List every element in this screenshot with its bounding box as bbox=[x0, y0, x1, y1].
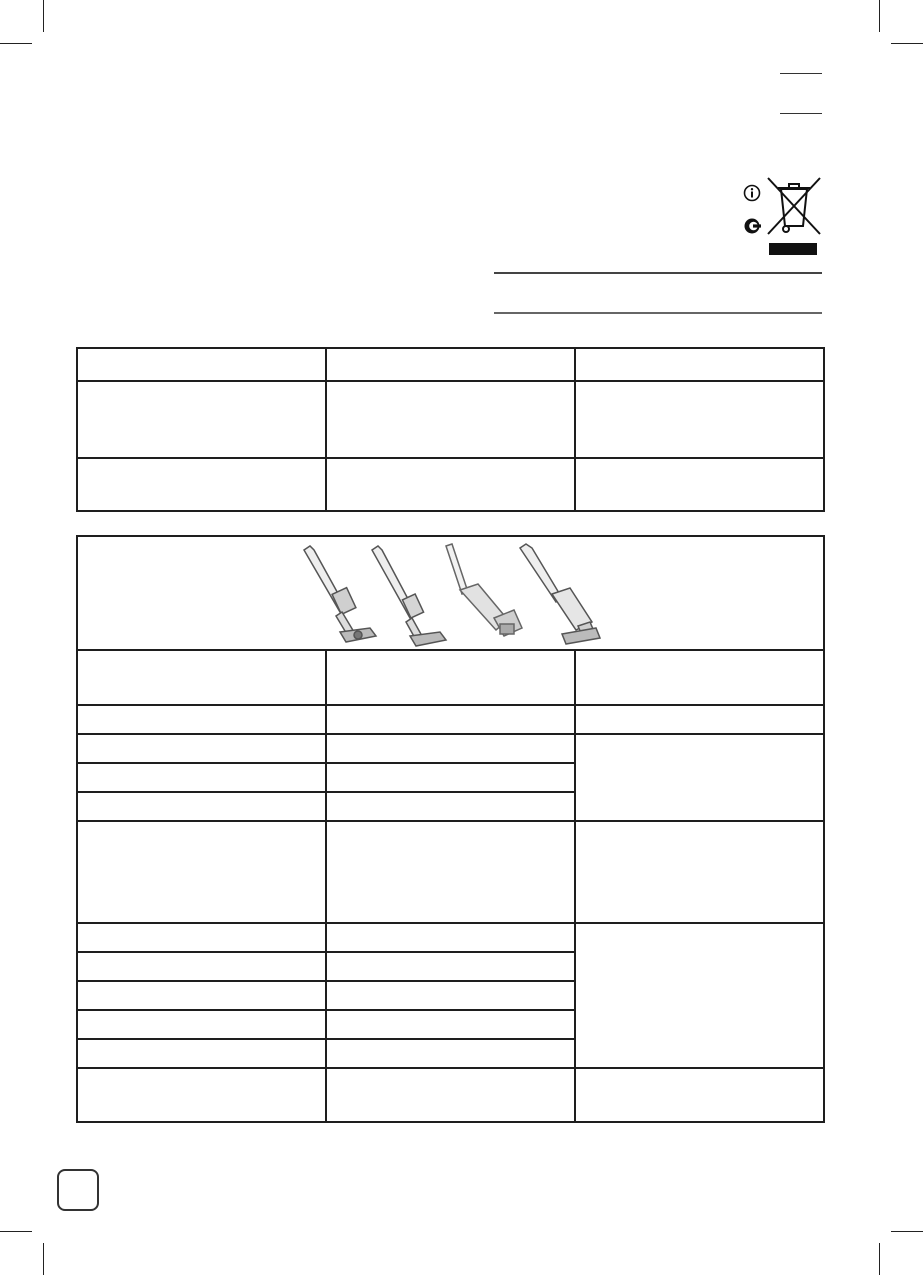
table-cell bbox=[326, 981, 575, 1010]
table-cell bbox=[326, 458, 575, 511]
table-cell bbox=[326, 792, 575, 821]
table-cell bbox=[77, 792, 326, 821]
handheld-vacuum-icon bbox=[446, 544, 522, 636]
spec-table-2 bbox=[76, 535, 825, 1123]
table-cell bbox=[77, 458, 326, 511]
table-cell bbox=[77, 821, 326, 923]
table-cell bbox=[77, 763, 326, 792]
table-cell bbox=[77, 1010, 326, 1039]
table-cell bbox=[77, 952, 326, 981]
table-cell bbox=[575, 381, 824, 458]
section-rule bbox=[494, 272, 822, 274]
table-cell bbox=[77, 981, 326, 1010]
crop-mark bbox=[43, 0, 44, 32]
info-icon bbox=[743, 184, 761, 202]
page-number-box bbox=[57, 1169, 99, 1211]
weee-crossed-bin-icon bbox=[765, 176, 823, 256]
spec-table-1 bbox=[76, 347, 825, 512]
table-cell bbox=[77, 923, 326, 952]
table-cell bbox=[575, 650, 824, 705]
stick-vacuum-1-icon bbox=[304, 546, 376, 642]
table-cell-merged bbox=[575, 923, 824, 1068]
table-cell bbox=[326, 952, 575, 981]
table-cell bbox=[326, 923, 575, 952]
table-cell bbox=[575, 348, 824, 381]
header-rule bbox=[780, 113, 822, 114]
table-cell bbox=[326, 650, 575, 705]
table-cell bbox=[326, 1068, 575, 1122]
table-cell bbox=[575, 821, 824, 923]
table-cell bbox=[77, 381, 326, 458]
stick-vacuum-3-icon bbox=[520, 544, 600, 644]
product-illustrations bbox=[300, 538, 620, 650]
stick-vacuum-2-icon bbox=[372, 546, 446, 646]
ce-mark-icon bbox=[743, 217, 761, 235]
table-cell-merged bbox=[575, 734, 824, 821]
section-rule bbox=[494, 312, 822, 314]
crop-mark bbox=[879, 1243, 880, 1275]
table-cell bbox=[575, 1068, 824, 1122]
crop-mark bbox=[0, 43, 32, 44]
table-cell bbox=[575, 458, 824, 511]
table-cell bbox=[575, 705, 824, 734]
table-cell bbox=[326, 348, 575, 381]
table-cell bbox=[326, 763, 575, 792]
crop-mark bbox=[891, 1231, 923, 1232]
table-cell bbox=[77, 1039, 326, 1068]
crop-mark bbox=[879, 0, 880, 32]
crop-mark bbox=[43, 1243, 44, 1275]
table-cell bbox=[77, 348, 326, 381]
product-image-cell bbox=[77, 536, 824, 650]
table-cell bbox=[326, 821, 575, 923]
crop-mark bbox=[891, 43, 923, 44]
table-cell bbox=[77, 705, 326, 734]
table-cell bbox=[326, 734, 575, 763]
table-cell bbox=[326, 1039, 575, 1068]
table-cell bbox=[77, 1068, 326, 1122]
table-cell bbox=[326, 381, 575, 458]
crop-mark bbox=[0, 1231, 32, 1232]
table-cell bbox=[77, 650, 326, 705]
table-cell bbox=[326, 1010, 575, 1039]
header-rule bbox=[780, 73, 822, 74]
table-cell bbox=[77, 734, 326, 763]
table-cell bbox=[326, 705, 575, 734]
